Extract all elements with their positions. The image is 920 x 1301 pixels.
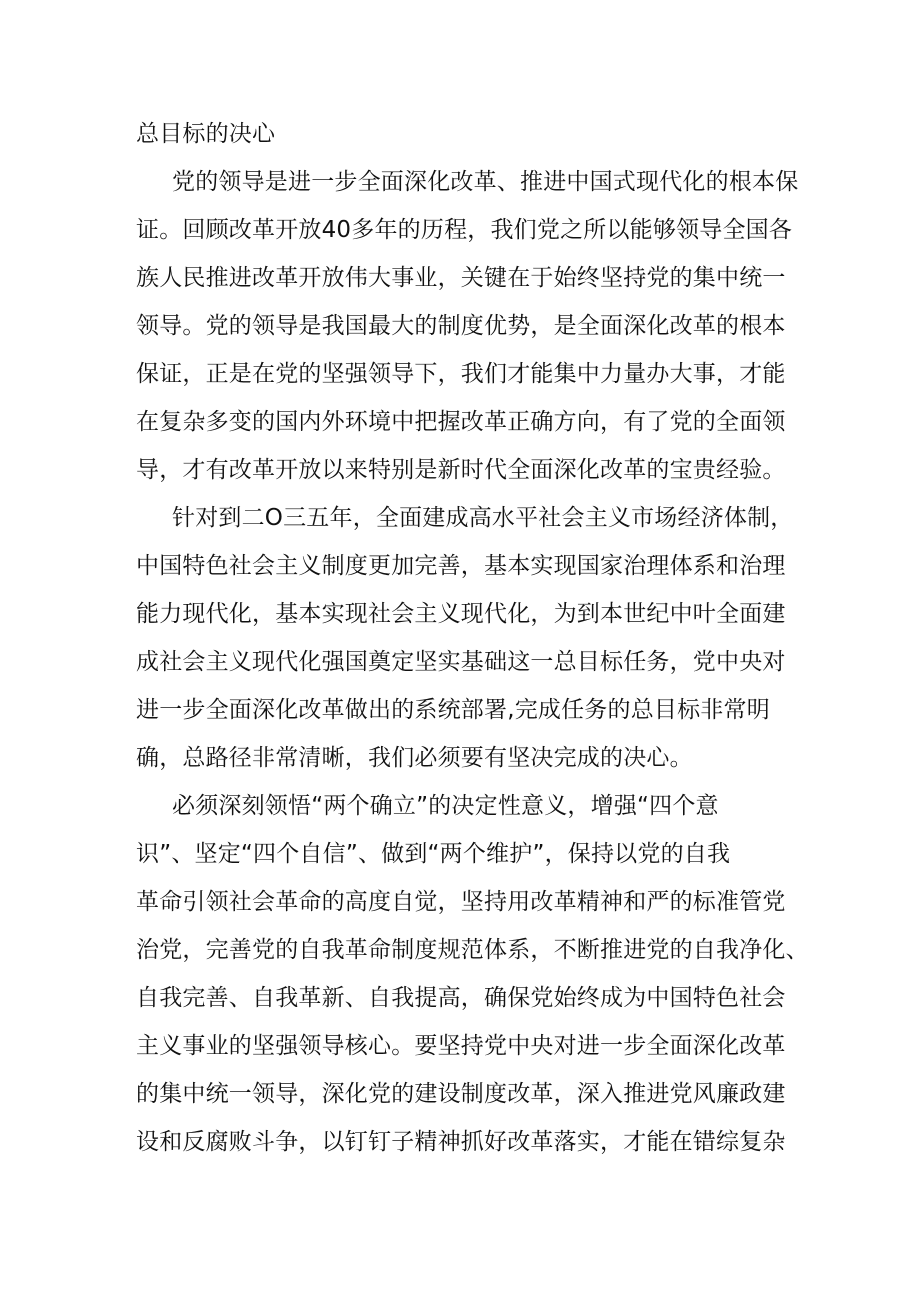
text-line-14: 确，总路径非常清晰，我们必须要有坚决完成的决心。 (136, 745, 693, 771)
text-line-11: 能力现代化，基本实现社会主义现代化，为到本世纪中叶全面建 (136, 601, 786, 627)
text-line-2: 党的领导是进一步全面深化改革、推进中国式现代化的根本保 (172, 169, 799, 195)
text-line-5: 领导。党的领导是我国最大的制度优势，是全面深化改革的根本 (136, 313, 786, 339)
text-line-16: 识”、坚定“四个自信”、做到“两个维护”，保持以党的自我 (136, 841, 731, 867)
text-line-4: 族人民推进改革开放伟大事业，关键在于始终坚持党的集中统一 (136, 265, 786, 291)
text-line-15: 必须深刻领悟“两个确立”的决定性意义，增强“四个意 (172, 793, 719, 819)
text-line-6: 保证，正是在党的坚强领导下，我们才能集中力量办大事，才能 (136, 361, 786, 387)
text-line-19: 自我完善、自我革新、自我提高，确保党始终成为中国特色社会 (136, 985, 786, 1011)
text-line-9: 针对到二O三五年，全面建成高水平社会主义市场经济体制， (172, 505, 794, 531)
text-line-20: 主义事业的坚强领导核心。要坚持党中央对进一步全面深化改革 (136, 1033, 786, 1059)
text-line-21: 的集中统一领导，深化党的建设制度改革，深入推进党风廉政建 (136, 1081, 786, 1107)
text-line-8: 导，才有改革开放以来特别是新时代全面深化改革的宝贵经验。 (136, 457, 786, 483)
text-line-10: 中国特色社会主义制度更加完善，基本实现国家治理体系和治理 (136, 553, 786, 579)
text-line-17: 革命引领社会革命的高度自觉，坚持用改革精神和严的标准管党 (136, 889, 786, 915)
text-line-13: 进一步全面深化改革做出的系统部署,完成任务的总目标非常明 (136, 697, 770, 723)
text-line-3: 证。回顾改革开放40多年的历程，我们党之所以能够领导全国各 (136, 217, 793, 243)
text-line-7: 在复杂多变的国内外环境中把握改革正确方向，有了党的全面领 (136, 409, 786, 435)
text-line-22: 设和反腐败斗争，以钉钉子精神抓好改革落实，才能在错综复杂 (136, 1129, 786, 1155)
text-line-1: 总目标的决心 (136, 121, 276, 147)
text-line-12: 成社会主义现代化强国奠定坚实基础这一总目标任务，党中央对 (136, 649, 786, 675)
text-line-18: 治党，完善党的自我革命制度规范体系，不断推进党的自我净化、 (136, 937, 809, 963)
